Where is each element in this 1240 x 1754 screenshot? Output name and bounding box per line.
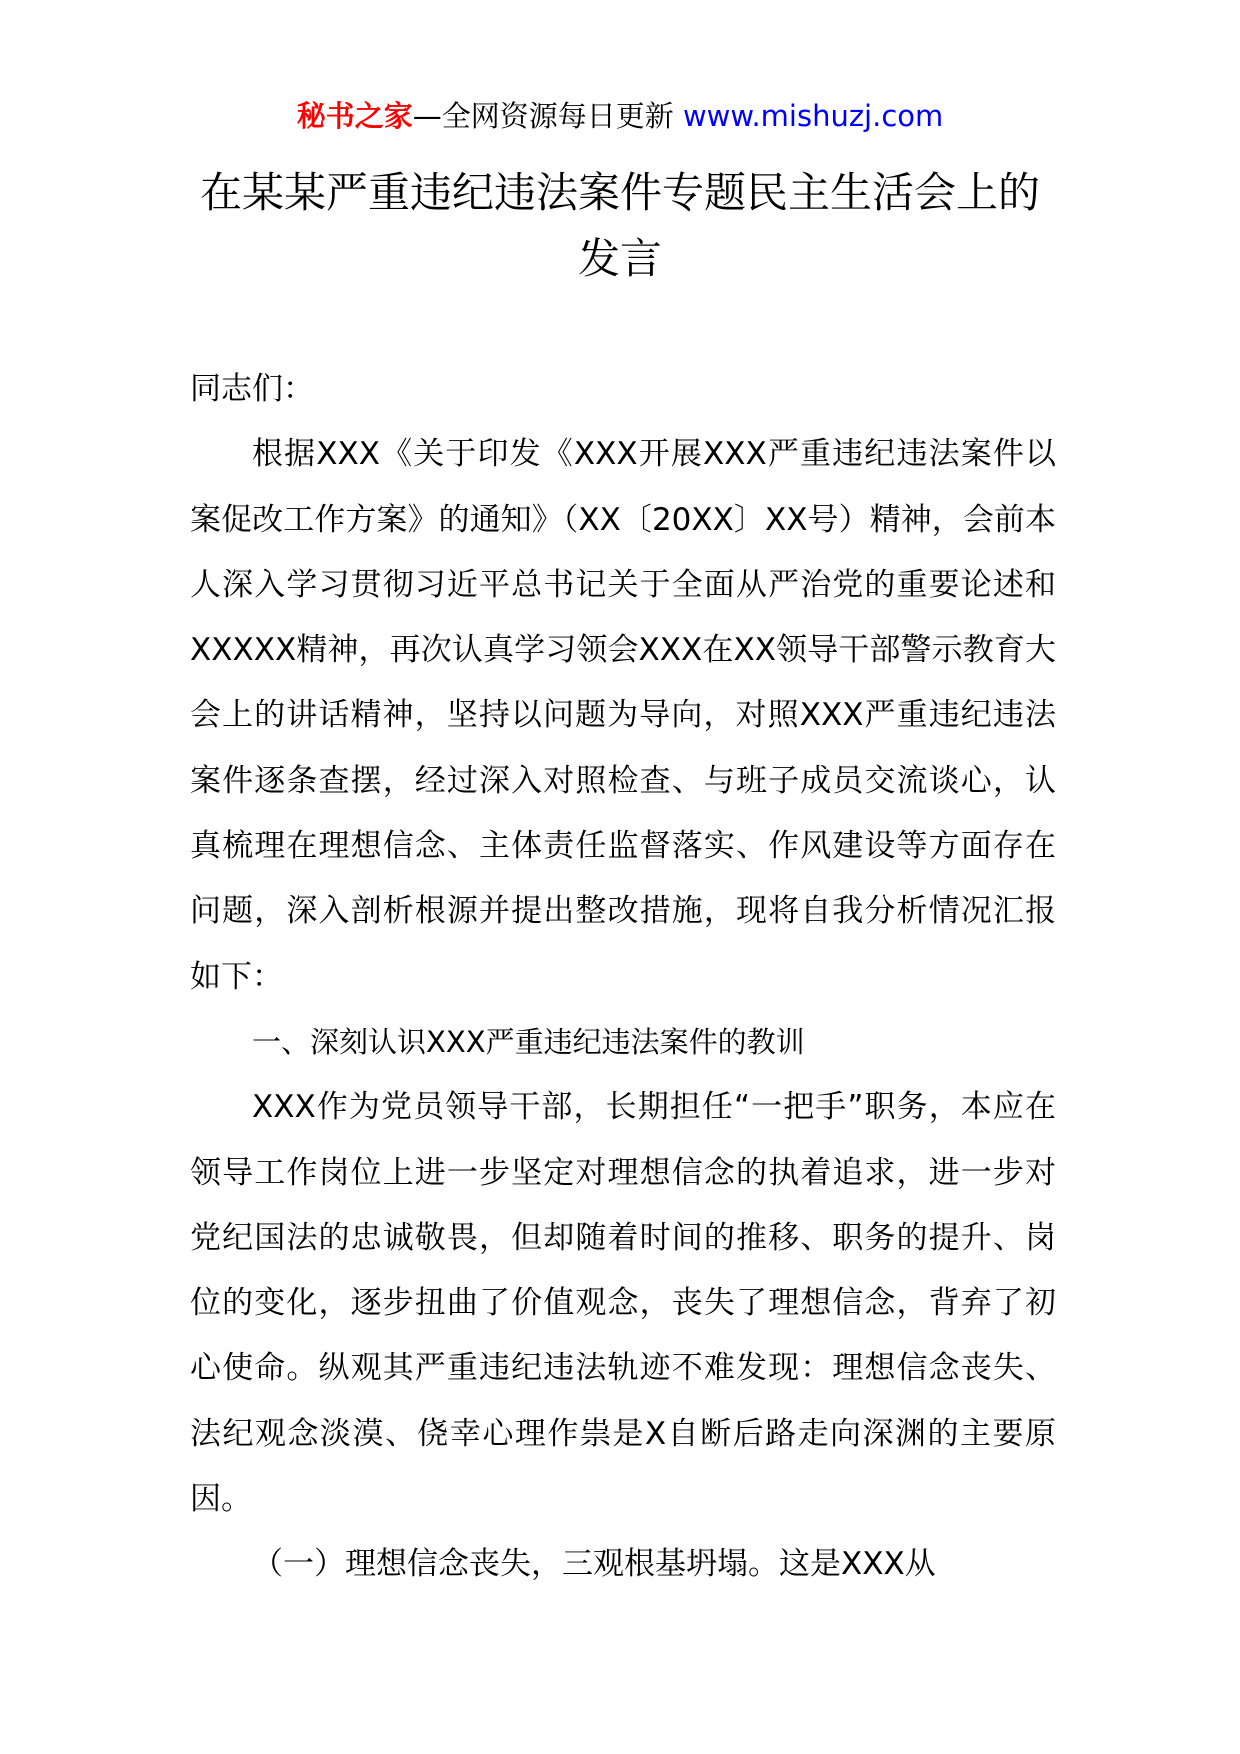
section-paragraph: XXX作为党员领导干部，长期担任“一把手”职务，本应在领导工作岗位上进一步坚定对理想信念的执着追求，进一步对党纪国法的忠诚敬畏，但却随着时间的推移、职务的提升、岗位的变化，逐步扭曲了价值观念，丧失了理想信念，背弃了初心使命。纵观其严重违纪违法轨迹不难发现：理想信念丧失、法纪观念淡漠、侥幸心理作祟是X自断后路走向深渊的主要原因。 xyxy=(190,1089,1056,1518)
subsection-paragraph: （一）理想信念丧失，三观根基坍塌。这是XXX从 xyxy=(252,1546,936,1583)
header-tagline: —全网资源每日更新 xyxy=(412,99,674,133)
intro-paragraph: 根据XXX《关于印发《XXX开展XXX严重违纪违法案件以案促改工作方案》的通知》（XX〔20XX〕XX号）精神，会前本人深入学习贯彻习近平总书记关于全面从严治党的重要论述和XXXXX精神，再次认真学习领会XXX在XX领导干部警示教育大会上的讲话精神，坚持以问题为导向，对照XXX严重违纪违法案件逐条查摆，经过深入对照检查、与班子成员交流谈心，认真梳理在理想信念、主体责任监督落实、作风建设等方面存在问题，深入剖析根源并提出整改措施，现将自我分析情况汇报如下： xyxy=(190,436,1056,995)
document-body xyxy=(190,357,1056,1598)
brand-name: 秘书之家 xyxy=(296,99,413,133)
document-title: 在某某严重违纪违法案件专题民主生活会上的发言 xyxy=(199,168,1040,283)
site-url-link[interactable]: www.mishuzj.com xyxy=(682,99,944,133)
section-heading: 一、深刻认识XXX严重违纪违法案件的教训 xyxy=(252,1024,805,1059)
salutation: 同志们： xyxy=(190,371,314,407)
site-header xyxy=(0,96,1240,136)
